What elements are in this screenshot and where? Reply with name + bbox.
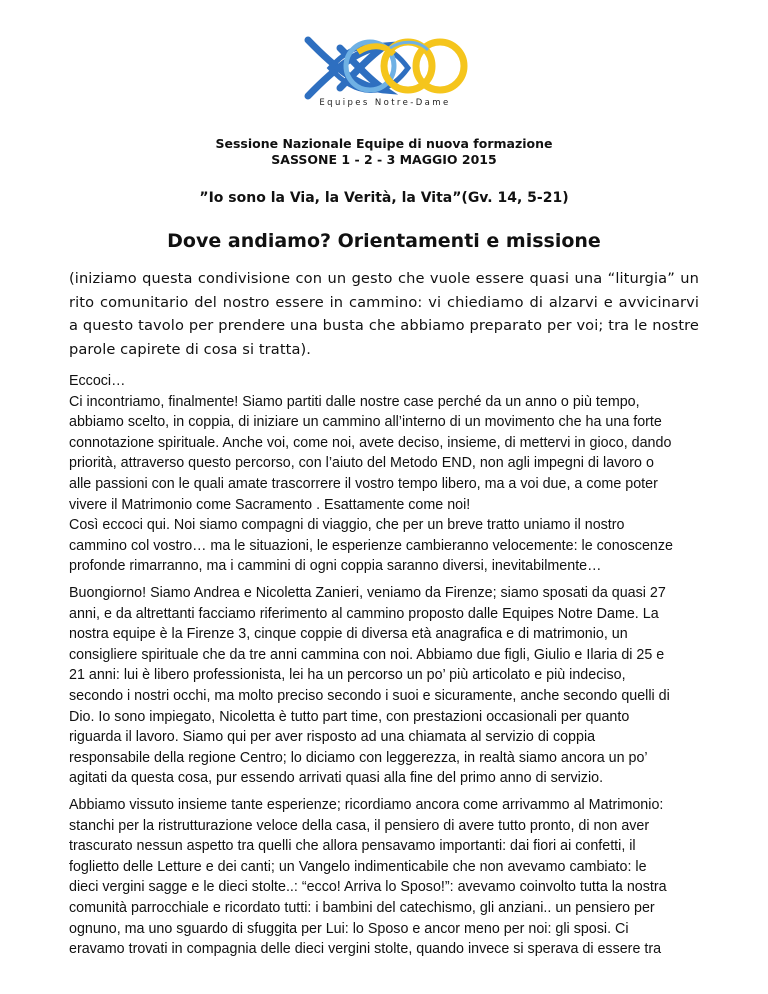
text-line: Dio. Io sono impiegato, Nicoletta è tutto part time, con prestazioni occasionali per quanto xyxy=(69,708,630,725)
text-line: foglietto delle Letture e dei canti; un Vangelo indimenticabile che non avevamo cambiato: le xyxy=(69,858,647,875)
paragraph-2 xyxy=(69,583,699,789)
text-line: anni, e da altrettanti facciamo riferimento al cammino proposto dalle Equipes Notre Dame. La xyxy=(69,605,659,622)
text-line: stanchi per la ristrutturazione veloce della casa, il pensiero di avere tutto pronto, di non aver xyxy=(69,817,650,834)
text-line: Buongiorno! Siamo Andrea e Nicoletta Zanieri, veniamo da Firenze; siamo sposati da quasi 27 xyxy=(69,585,666,601)
text-line: Eccoci… xyxy=(69,373,126,389)
text-line: Così eccoci qui. Noi siamo compagni di viaggio, che per un breve tratto uniamo il nostro xyxy=(69,517,625,534)
text-line: profonde rimarranno, ma i cammini di ogni coppia saranno diversi, inevitabilmente… xyxy=(69,558,602,575)
text-line: dieci vergini sagge e le dieci stolte..: “ecco! Arriva lo Sposo!”: avevamo coinvolto tutta la nostra xyxy=(69,879,667,896)
text-line: agitati da questa cosa, pur essendo arrivati quasi alla fine del primo anno di servizio. xyxy=(69,770,604,787)
text-line: connotazione spirituale. Anche voi, come noi, avete deciso, insieme, di mettervi in gioco, dando xyxy=(69,434,672,451)
paragraph-1 xyxy=(69,371,699,577)
text-line: riguarda il lavoro. Siamo qui per aver risposto ad una chiamata al servizio di coppia xyxy=(69,729,596,746)
text-line: comunità parrocchiale e ricordato tutti: i bambini del catechismo, gli anziani.. un pensiero per xyxy=(69,899,655,916)
text-line: priorità, attraverso questo percorso, con l’aiuto del Metodo END, non agli impegni di lavoro o xyxy=(69,455,654,472)
gospel-quote: ”Io sono la Via, la Verità, la Vita”(Gv. 14, 5-21) xyxy=(199,190,569,206)
text-line: responsabile della regione Centro; lo diciamo con leggerezza, in realtà siamo ancora un po’ xyxy=(69,749,648,766)
text-line: Abbiamo vissuto insieme tante esperienze; ricordiamo ancora come arrivammo al Matrimonio: xyxy=(69,797,664,813)
text-line: nostra equipe è la Firenze 3, cinque coppie di diversa età anagrafica e di matrimonio, un xyxy=(69,626,628,643)
text-line: vivere il Matrimonio come Sacramento . Esattamente come noi! xyxy=(69,496,471,513)
text-line: consigliere spirituale che da tre anni cammina con noi. Abbiamo due figli, Giulio e Ilaria di 25 e xyxy=(69,646,665,663)
text-line: ognuno, ma uno sguardo di sfuggita per Lui: lo Sposo e ancor meno per noi: gli sposi. Ci xyxy=(69,920,629,937)
session-dates: SASSONE 1 - 2 - 3 MAGGIO 2015 xyxy=(271,152,497,167)
logo-caption: Equipes Notre-Dame xyxy=(319,98,451,108)
text-line: secondo i nostri occhi, ma molto preciso secondo i suoi e sicuramente, anche secondo quelli di xyxy=(69,687,670,704)
document-title: Dove andiamo? Orientamenti e missione xyxy=(167,230,601,252)
text-line: trascurato nessun aspetto tra quelli che allora pensavamo importanti: dai fiori ai confetti, il xyxy=(69,838,636,855)
paragraph-3 xyxy=(69,795,699,960)
text-line: abbiamo scelto, in coppia, di iniziare un cammino all’interno di un movimento che ha una forte xyxy=(69,414,662,431)
session-title: Sessione Nazionale Equipe di nuova formazione xyxy=(215,136,553,151)
text-line: cammino col vostro… ma le situazioni, le esperienze cambieranno velocemente: le conoscenze xyxy=(69,537,673,554)
text-line: Ci incontriamo, finalmente! Siamo partiti dalle nostre case perché da un anno o più tempo, xyxy=(69,393,640,410)
text-line: 21 anni: lui è libero professionista, lei ha un percorso un po’ più articolato e più indeciso, xyxy=(69,667,626,684)
text-line: eravamo trovati in compagnia delle dieci vergini stolte, quando invece si sperava di essere tra xyxy=(69,941,662,958)
text-line: alle passioni con le quali amate trascorrere il vostro tempo libero, ma a voi due, a come poter xyxy=(69,475,658,492)
intro-paragraph: (iniziamo questa condivisione con un gesto che vuole essere quasi una “liturgia” un rito comunitario del nostro essere in cammino: vi chiediamo di alzarvi e avvicinarvi a questo tavolo per prendere una busta che abbiamo preparato per voi; tra le nostre parole capirete di cosa si tratta). xyxy=(69,270,699,358)
